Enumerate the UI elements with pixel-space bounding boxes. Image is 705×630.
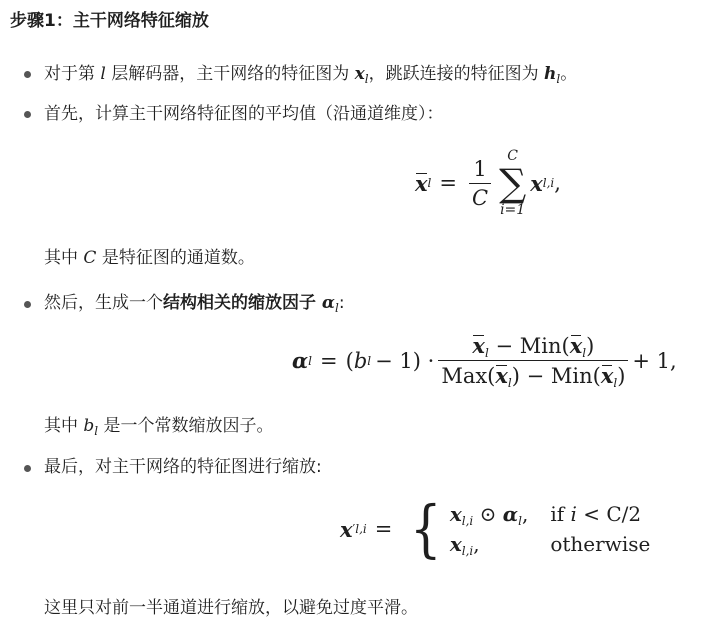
cases: { $x_{l,i}$ ⊙ $\alpha_l$, if i < C/2 $x_{l,i}$, otherwise: [410, 492, 651, 565]
bullet-dot: [24, 301, 31, 308]
note-constant: 其中 $b_l$ 是一个常数缩放因子。: [44, 416, 274, 438]
bullet-dot: [24, 71, 31, 78]
summation: C ∑ i=1: [499, 148, 527, 218]
note-channels: 其中 C 是特征图的通道数。: [44, 248, 255, 268]
note-half-channels: 这里只对前一半通道进行缩放，以避免过度平滑。: [44, 598, 418, 618]
equation-piecewise: x ′ l,i = { $x_{l,i}$ ⊙ $\alpha_l$, if i < C/2 $x_{l,i}$, otherwise: [340, 492, 651, 565]
equation-mean: x l = $\frac{1}{C}$ C ∑ i=1 x l,i ,: [415, 148, 561, 218]
bullet-3-text: 然后，生成一个结构相关的缩放因子 $\alpha_l$:: [44, 293, 345, 315]
bullet-dot: [24, 111, 31, 118]
equation-scale-factor: α l = ( b l − 1) · $\frac{x_l - Min(x_l)}{Max(x_l) - Min(x_l)}$ + 1,: [292, 333, 677, 390]
fraction: $\frac{x_l - Min(x_l)}{Max(x_l) - Min(x_l)}$: [438, 333, 628, 388]
bullet-4-text: 最后，对主干网络的特征图进行缩放:: [44, 457, 322, 477]
bullet-1-text: 对于第 l 层解码器，主干网络的特征图为 $x_l$，跳跃连接的特征图为 $h_l$。: [44, 64, 578, 86]
section-heading: 步骤1：主干网络特征缩放: [10, 11, 209, 31]
bullet-2-text: 首先，计算主干网络特征图的平均值（沿通道维度）：: [44, 104, 444, 124]
fraction: $\frac{1}{C}$: [469, 157, 491, 210]
bullet-dot: [24, 465, 31, 472]
